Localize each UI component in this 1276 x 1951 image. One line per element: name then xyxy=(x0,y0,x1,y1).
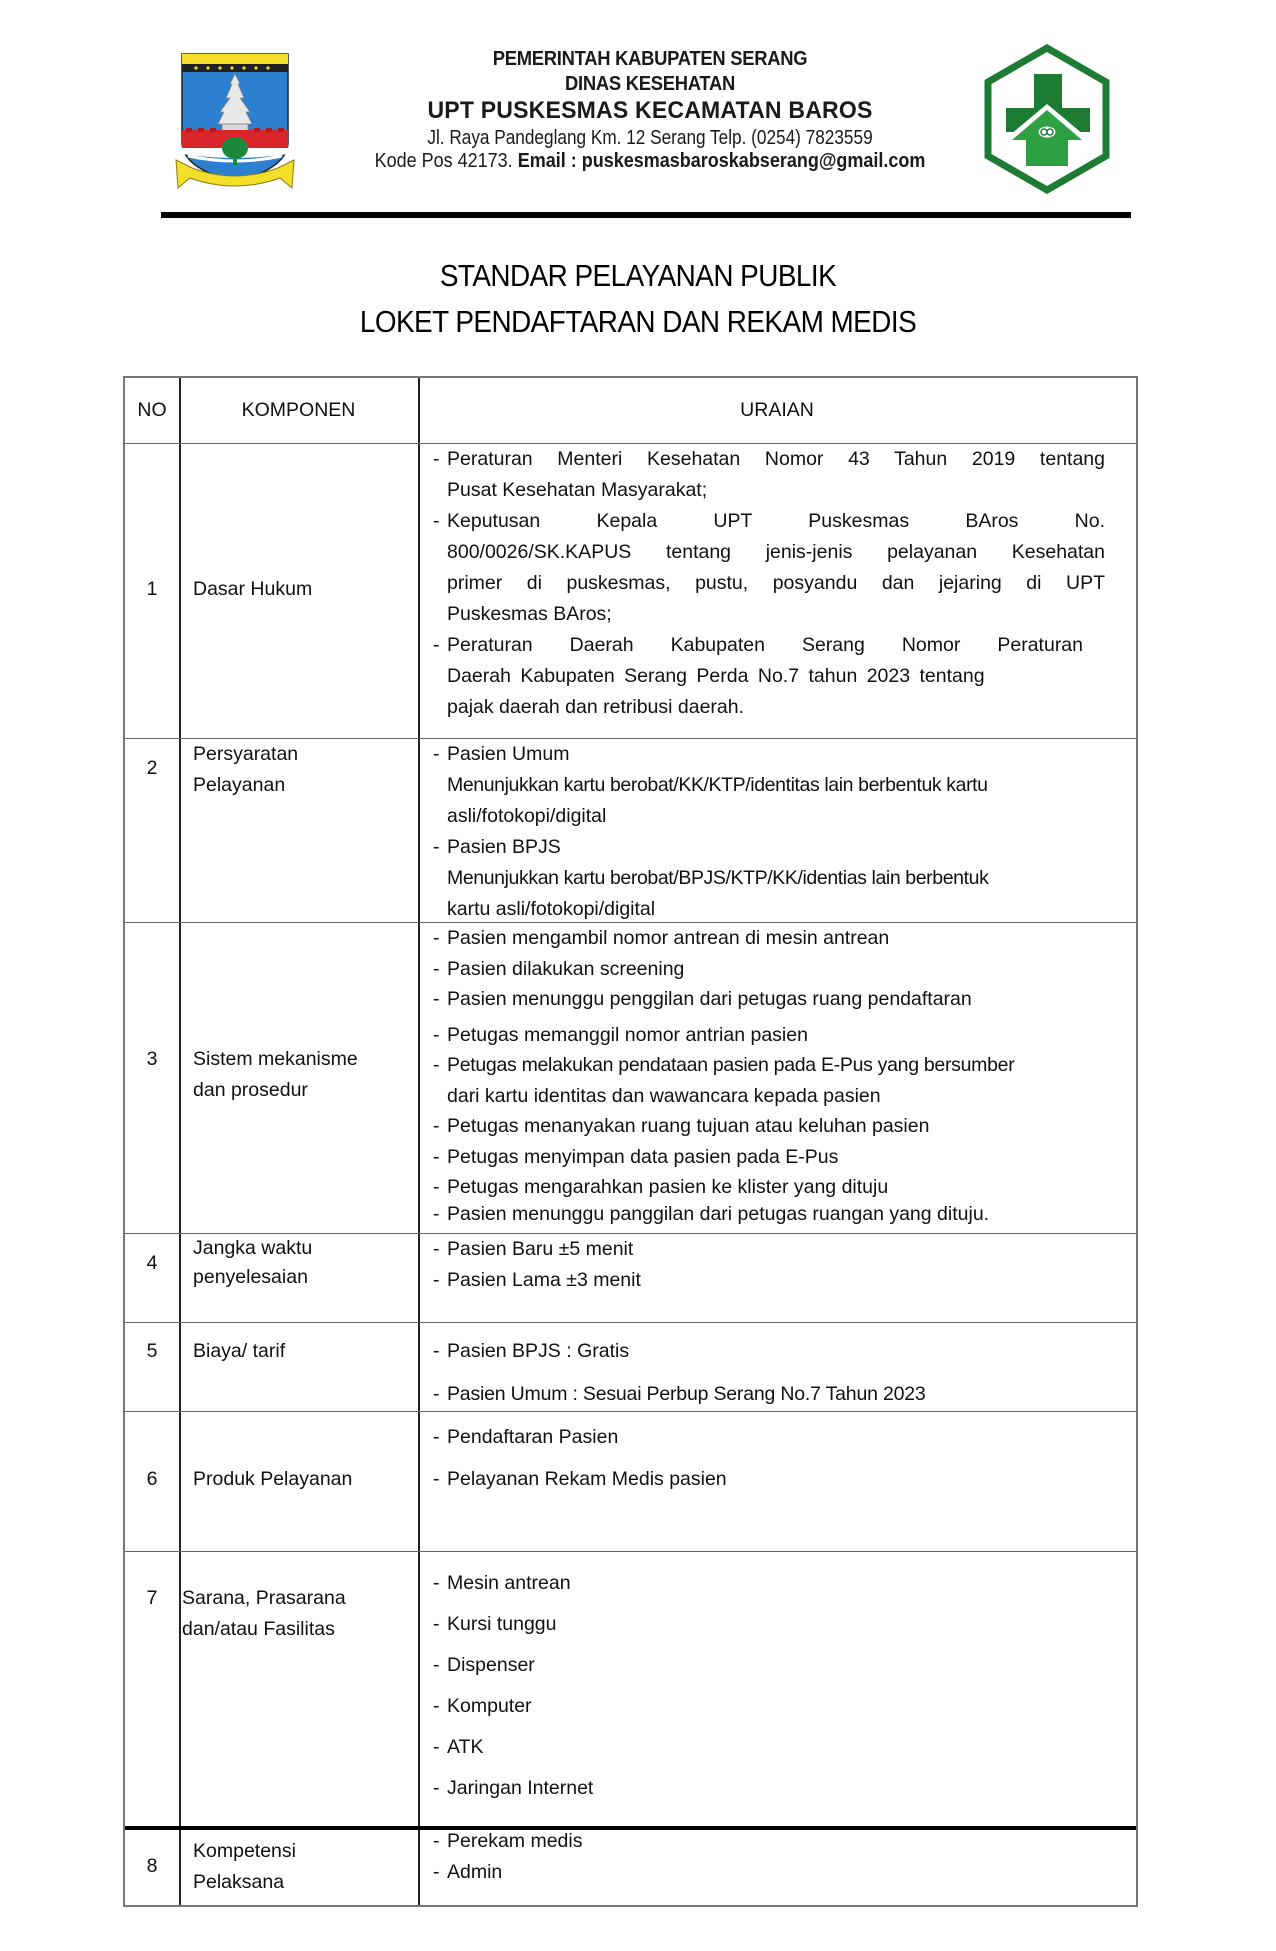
uraian-line: - Pasien Baru ±5 menit xyxy=(433,1238,634,1260)
puskesmas-logo-icon xyxy=(982,44,1112,194)
header-komponen: KOMPONEN xyxy=(241,399,356,421)
uraian-line: kartu asli/fotokopi/digital xyxy=(447,898,656,920)
row-uraian xyxy=(433,1563,1133,1809)
uraian-line: - Petugas menanyakan ruang tujuan atau keluhan pasien xyxy=(433,1115,930,1137)
row-komponen xyxy=(193,1464,413,1495)
komponen-line: dan prosedur xyxy=(193,1079,308,1101)
uraian-line: Daerah Kabupaten Serang Perda No.7 tahun 2023 tentang xyxy=(447,665,985,687)
komponen-line: Pelayanan xyxy=(193,774,286,796)
uraian-line: Puskesmas BAros; xyxy=(447,603,612,625)
row-uraian xyxy=(433,1826,1133,1888)
row-number: 3 xyxy=(146,1048,158,1070)
uraian-line: - Peraturan Daerah Kabupaten Serang Nomor Peraturan xyxy=(433,634,1083,656)
table-row xyxy=(125,738,1136,922)
uraian-line: - Pasien Umum : Sesuai Perbup Serang No.7 Tahun 2023 xyxy=(433,1383,926,1405)
document-title: STANDAR PELAYANAN PUBLIK xyxy=(439,258,837,293)
komponen-line: dan/atau Fasilitas xyxy=(182,1618,335,1640)
komponen-line: Jangka waktu xyxy=(193,1237,313,1259)
uraian-line: Menunjukkan kartu berobat/BPJS/KTP/KK/identias lain berbentuk xyxy=(447,867,989,889)
row-komponen xyxy=(193,739,413,801)
table-header-row xyxy=(125,378,1136,443)
row-uraian xyxy=(433,1422,1133,1495)
row-uraian xyxy=(433,1234,1133,1296)
header-uraian: URAIAN xyxy=(740,399,814,421)
uraian-line: - Mesin antrean xyxy=(433,1572,571,1594)
row-number: 7 xyxy=(146,1587,158,1609)
table-row xyxy=(125,443,1136,738)
uraian-line: - Peraturan Menteri Kesehatan Nomor 43 Tahun 2019 tentang xyxy=(433,448,1105,470)
uraian-line: - Jaringan Internet xyxy=(433,1777,594,1799)
row-number: 2 xyxy=(146,757,158,779)
row-number: 1 xyxy=(146,578,158,600)
letterhead-government: PEMERINTAH KABUPATEN SERANG xyxy=(492,48,808,70)
uraian-line: 800/0026/SK.KAPUS tentang jenis-jenis pelayanan Kesehatan xyxy=(447,541,1105,563)
table-row xyxy=(125,1233,1136,1322)
uraian-line: - Keputusan Kepala UPT Puskesmas BAros No. xyxy=(433,510,1105,532)
uraian-line: - Petugas melakukan pendataan pasien pada E-Pus yang bersumber xyxy=(433,1054,1015,1076)
row-komponen xyxy=(193,1336,413,1367)
row-uraian xyxy=(433,923,1133,1229)
uraian-line: - Komputer xyxy=(433,1695,532,1717)
letterhead-contact xyxy=(362,150,938,173)
uraian-line: pajak daerah dan retribusi daerah. xyxy=(447,696,745,718)
letterhead-email: Email : puskesmasbaroskabserang@gmail.com xyxy=(517,150,926,172)
uraian-line: - Pasien menunggu panggilan dari petugas ruangan yang dituju. xyxy=(433,1202,990,1225)
row-komponen xyxy=(193,574,413,605)
uraian-line: - Pasien BPJS xyxy=(433,836,561,858)
komponen-line: Biaya/ tarif xyxy=(193,1340,286,1362)
uraian-line: Menunjukkan kartu berobat/KK/KTP/identitas lain berbentuk kartu xyxy=(447,774,988,796)
uraian-line: - Pasien Lama ±3 menit xyxy=(433,1269,641,1291)
row-number: 4 xyxy=(146,1252,158,1274)
uraian-line: - Pendaftaran Pasien xyxy=(433,1426,619,1448)
uraian-line: asli/fotokopi/digital xyxy=(447,805,607,827)
uraian-line: - Petugas menyimpan data pasien pada E-Pus xyxy=(433,1145,839,1168)
uraian-line: - ATK xyxy=(433,1736,484,1758)
uraian-line: - Pasien dilakukan screening xyxy=(433,957,685,980)
letterhead-department: DINAS KESEHATAN xyxy=(565,73,735,95)
uraian-line: - Kursi tunggu xyxy=(433,1613,557,1635)
uraian-line: - Pelayanan Rekam Medis pasien xyxy=(433,1468,727,1490)
uraian-line: primer di puskesmas, pustu, posyandu dan jejaring di UPT xyxy=(447,572,1105,594)
row-uraian xyxy=(433,1336,1133,1410)
uraian-line: - Petugas mengarahkan pasien ke klister yang dituju xyxy=(433,1176,889,1198)
uraian-line: - Pasien BPJS : Gratis xyxy=(433,1340,630,1362)
document-subtitle: LOKET PENDAFTARAN DAN REKAM MEDIS xyxy=(359,304,917,339)
row-number: 8 xyxy=(146,1855,158,1877)
uraian-line: - Admin xyxy=(433,1861,503,1883)
table-row xyxy=(125,1322,1136,1411)
letterhead-postal-code: Kode Pos 42173. xyxy=(374,150,513,172)
komponen-line: Persyaratan xyxy=(193,743,299,765)
uraian-line: dari kartu identitas dan wawancara kepada pasien xyxy=(447,1084,881,1107)
letterhead xyxy=(0,0,1276,230)
row-uraian xyxy=(433,739,1133,925)
letterhead-divider xyxy=(161,212,1131,218)
table-row xyxy=(125,922,1136,1233)
row-uraian xyxy=(433,444,1105,723)
uraian-line: Pusat Kesehatan Masyarakat; xyxy=(447,479,708,501)
uraian-line: - Dispenser xyxy=(433,1654,535,1676)
letterhead-address: Jl. Raya Pandeglang Km. 12 Serang Telp. (0254) 7823559 xyxy=(427,127,873,149)
table-row xyxy=(125,1551,1136,1826)
row-komponen xyxy=(193,1044,413,1106)
table-row xyxy=(125,1826,1136,1905)
row-komponen xyxy=(182,1583,402,1645)
kabupaten-serang-emblem-icon xyxy=(174,50,296,192)
komponen-line: Kompetensi xyxy=(193,1840,296,1862)
header-no: NO xyxy=(137,399,167,421)
uraian-line: - Pasien menunggu penggilan dari petugas ruang pendaftaran xyxy=(433,988,972,1010)
table-row xyxy=(125,1411,1136,1551)
komponen-line: Pelaksana xyxy=(193,1871,285,1893)
uraian-line: - Pasien Umum xyxy=(433,743,570,765)
service-standard-table xyxy=(123,376,1138,1907)
komponen-line: Produk Pelayanan xyxy=(193,1468,353,1490)
uraian-line: - Perekam medis xyxy=(433,1830,583,1852)
row-komponen xyxy=(193,1836,413,1898)
row-number: 6 xyxy=(146,1468,158,1490)
komponen-line: penyelesaian xyxy=(193,1266,308,1288)
komponen-line: Sarana, Prasarana xyxy=(182,1587,346,1609)
row-number: 5 xyxy=(146,1340,158,1362)
komponen-line: Dasar Hukum xyxy=(193,578,313,600)
row-komponen xyxy=(193,1234,413,1292)
uraian-line: - Petugas memanggil nomor antrian pasien xyxy=(433,1023,808,1046)
letterhead-institution: UPT PUSKESMAS KECAMATAN BAROS xyxy=(427,97,873,124)
uraian-line: - Pasien mengambil nomor antrean di mesin antrean xyxy=(433,927,890,949)
komponen-line: Sistem mekanisme xyxy=(193,1048,358,1070)
